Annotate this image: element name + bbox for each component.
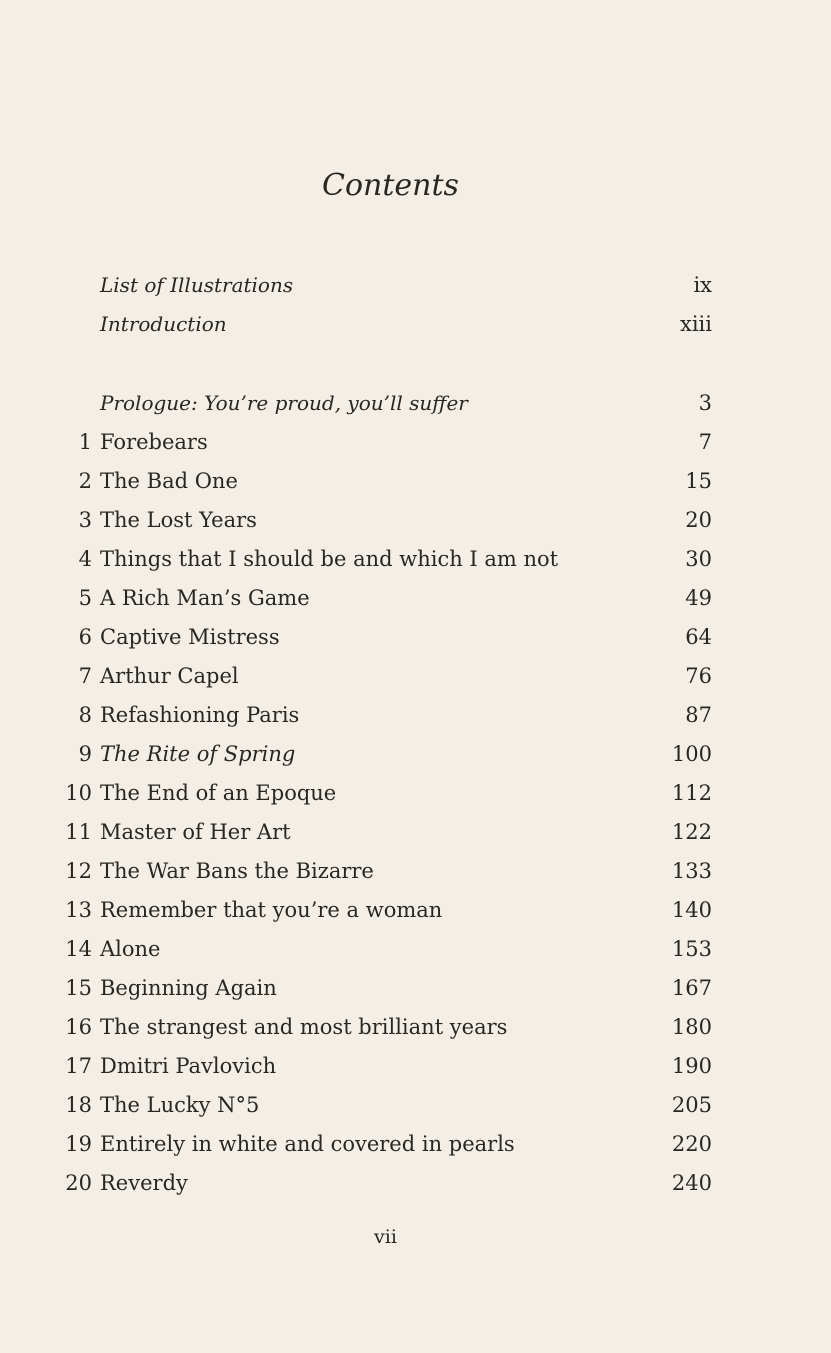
chapter-number: 1 bbox=[78, 430, 92, 454]
toc-entry bbox=[56, 778, 712, 808]
entry-page-number: 180 bbox=[671, 1015, 712, 1039]
chapter-number: 16 bbox=[65, 1015, 92, 1039]
toc-entry bbox=[56, 466, 712, 496]
toc-entry bbox=[56, 700, 712, 730]
chapter-number: 8 bbox=[78, 703, 92, 727]
toc-entry bbox=[56, 817, 712, 847]
entry-title: Things that I should be and which I am not bbox=[100, 547, 559, 571]
page-number: vii bbox=[374, 1226, 397, 1248]
entry-title: Dmitri Pavlovich bbox=[100, 1054, 277, 1078]
toc-entry bbox=[56, 895, 712, 925]
toc-entry bbox=[56, 544, 712, 574]
entry-title: Refashioning Paris bbox=[100, 703, 300, 727]
entry-page-number: 220 bbox=[671, 1132, 712, 1156]
entry-title: List of Illustrations bbox=[100, 273, 294, 297]
toc-entry bbox=[56, 388, 712, 418]
toc-entry bbox=[56, 973, 712, 1003]
toc-entry bbox=[56, 739, 712, 769]
entry-title: Entirely in white and covered in pearls bbox=[100, 1132, 515, 1156]
toc-entry bbox=[56, 583, 712, 613]
entry-title: The Lost Years bbox=[100, 508, 257, 532]
entry-page-number: 30 bbox=[685, 547, 712, 571]
toc-entry bbox=[56, 934, 712, 964]
entry-page-number: 76 bbox=[685, 664, 712, 688]
entry-page-number: 240 bbox=[671, 1171, 712, 1195]
chapter-number: 14 bbox=[65, 937, 92, 961]
entry-page-number: 133 bbox=[671, 859, 712, 883]
toc-entry bbox=[56, 1168, 712, 1198]
entry-title: Beginning Again bbox=[100, 976, 277, 1000]
entry-title: Master of Her Art bbox=[100, 820, 291, 844]
chapter-number: 18 bbox=[65, 1093, 92, 1117]
entry-title: The End of an Epoque bbox=[100, 781, 337, 805]
toc-entry bbox=[56, 661, 712, 691]
entry-page-number: 205 bbox=[671, 1093, 712, 1117]
entry-page-number: 49 bbox=[685, 586, 712, 610]
chapter-number: 9 bbox=[78, 742, 92, 766]
entry-title: The Rite of Spring bbox=[100, 742, 296, 766]
entry-title: Arthur Capel bbox=[100, 664, 239, 688]
entry-title: Forebears bbox=[100, 430, 208, 454]
chapter-number: 10 bbox=[65, 781, 92, 805]
toc-entry bbox=[56, 1129, 712, 1159]
toc-entry bbox=[56, 1051, 712, 1081]
toc-entry bbox=[56, 505, 712, 535]
entry-page-number: 153 bbox=[671, 937, 712, 961]
entry-page-number: 140 bbox=[671, 898, 712, 922]
chapter-number: 20 bbox=[65, 1171, 92, 1195]
entry-title: The Lucky N°5 bbox=[100, 1093, 260, 1117]
toc-entry bbox=[56, 1012, 712, 1042]
chapter-number: 4 bbox=[78, 547, 92, 571]
entry-page-number: 122 bbox=[671, 820, 712, 844]
entry-title: Remember that you’re a woman bbox=[100, 898, 443, 922]
chapter-number: 19 bbox=[65, 1132, 92, 1156]
entry-page-number: 87 bbox=[685, 703, 712, 727]
chapter-number: 5 bbox=[78, 586, 92, 610]
entry-title: Alone bbox=[100, 937, 161, 961]
entry-title: Captive Mistress bbox=[100, 625, 280, 649]
entry-title: The War Bans the Bizarre bbox=[100, 859, 374, 883]
toc-entry bbox=[56, 622, 712, 652]
entry-page-number: 3 bbox=[698, 391, 712, 415]
entry-title: A Rich Man’s Game bbox=[100, 586, 310, 610]
entry-title: The Bad One bbox=[100, 469, 238, 493]
toc-entry bbox=[56, 270, 712, 300]
chapter-number: 17 bbox=[65, 1054, 92, 1078]
entry-page-number: xiii bbox=[680, 312, 712, 336]
entry-title: Prologue: You’re proud, you’ll suffer bbox=[100, 391, 468, 415]
entry-page-number: 167 bbox=[671, 976, 712, 1000]
entry-title: Reverdy bbox=[100, 1171, 188, 1195]
page-title: Contents bbox=[322, 168, 459, 203]
toc-entry bbox=[56, 856, 712, 886]
entry-page-number: 7 bbox=[698, 430, 712, 454]
entry-title: Introduction bbox=[100, 312, 227, 336]
chapter-number: 11 bbox=[65, 820, 92, 844]
chapter-number: 12 bbox=[65, 859, 92, 883]
entry-page-number: 64 bbox=[685, 625, 712, 649]
entry-page-number: 100 bbox=[671, 742, 712, 766]
chapter-number: 6 bbox=[78, 625, 92, 649]
chapter-number: 7 bbox=[78, 664, 92, 688]
chapter-number: 2 bbox=[78, 469, 92, 493]
chapter-number: 13 bbox=[65, 898, 92, 922]
entry-page-number: 190 bbox=[671, 1054, 712, 1078]
toc-entry bbox=[56, 309, 712, 339]
entry-page-number: 15 bbox=[685, 469, 712, 493]
toc-entry bbox=[56, 1090, 712, 1120]
entry-title: The strangest and most brilliant years bbox=[100, 1015, 508, 1039]
chapter-number: 15 bbox=[65, 976, 92, 1000]
toc-entry bbox=[56, 427, 712, 457]
entry-page-number: 20 bbox=[685, 508, 712, 532]
entry-page-number: 112 bbox=[671, 781, 712, 805]
entry-page-number: ix bbox=[693, 273, 712, 297]
chapter-number: 3 bbox=[78, 508, 92, 532]
